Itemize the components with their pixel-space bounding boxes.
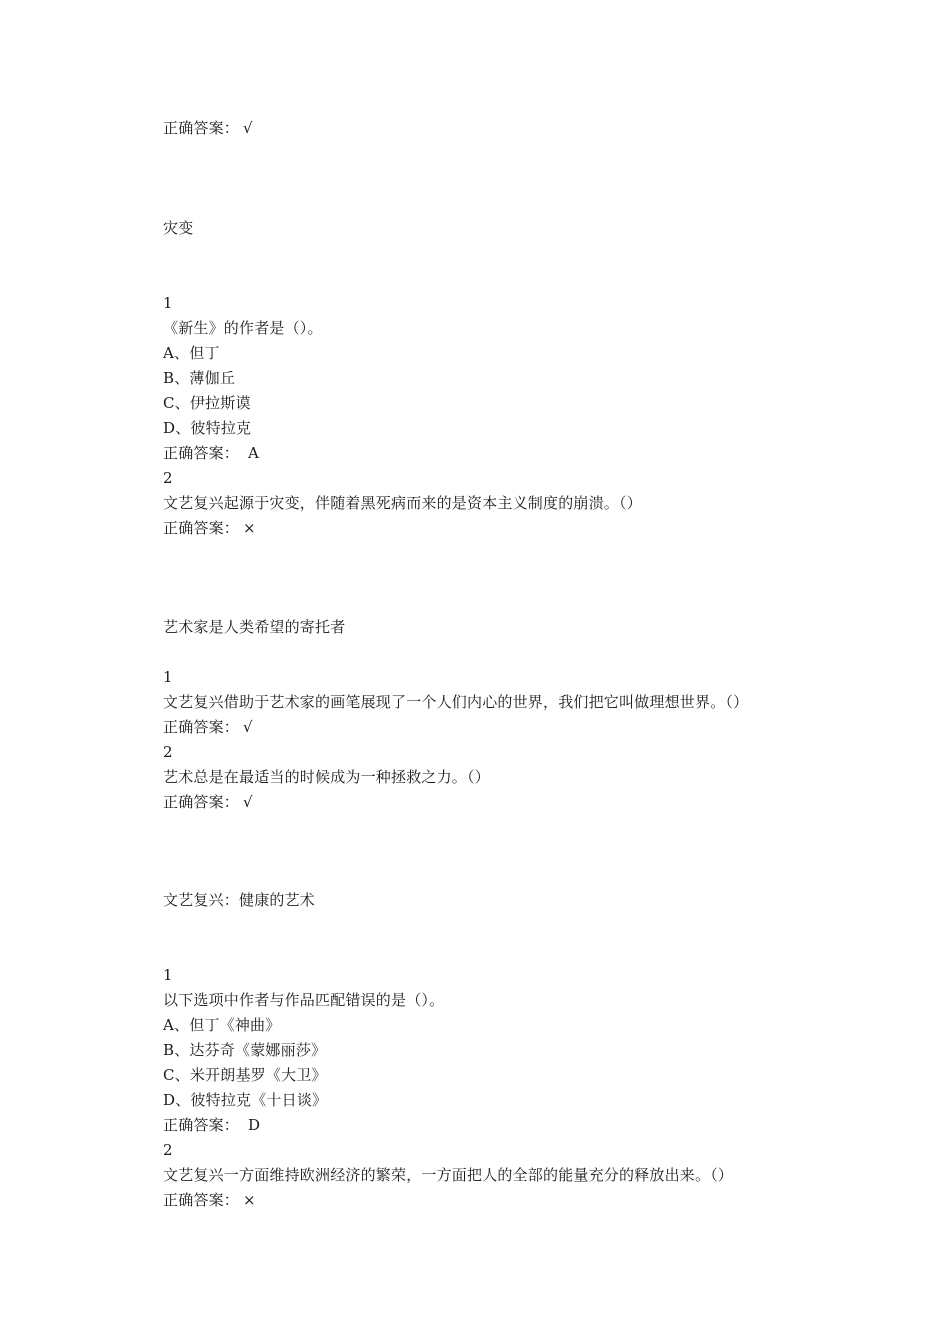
section-title: 艺术家是人类希望的寄托者	[163, 618, 346, 636]
option-c: C、伊拉斯谟	[163, 394, 251, 412]
option-c: C、米开朗基罗《大卫》	[163, 1066, 327, 1084]
option-a: A、但丁	[163, 344, 220, 362]
answer-line	[163, 1115, 260, 1135]
answer-label: 正确答案：	[163, 519, 240, 537]
section-title: 文艺复兴：健康的艺术	[163, 891, 316, 909]
answer-value: A	[243, 444, 260, 462]
answer-label: 正确答案：	[163, 1116, 240, 1134]
option-b: B、达芬奇《蒙娜丽莎》	[163, 1041, 327, 1059]
answer-value: √	[243, 119, 253, 137]
question-number: 1	[163, 966, 173, 984]
option-b: B、薄伽丘	[163, 369, 236, 387]
question-text: 文艺复兴起源于灾变，伴随着黑死病而来的是资本主义制度的崩溃。（）	[163, 494, 642, 512]
question-text: 《新生》的作者是（）。	[163, 319, 323, 337]
question-text: 艺术总是在最适当的时候成为一种拯救之力。（）	[163, 768, 490, 786]
answer-value: ×	[243, 519, 256, 537]
question-text: 文艺复兴借助于艺术家的画笔展现了一个人们内心的世界，我们把它叫做理想世界。（）	[163, 693, 749, 711]
answer-line	[163, 518, 256, 538]
answer-line	[163, 792, 253, 812]
question-number: 1	[163, 294, 173, 312]
answer-label: 正确答案：	[163, 119, 240, 137]
question-number: 1	[163, 668, 173, 686]
section-title: 灾变	[163, 219, 194, 237]
answer-value: ×	[243, 1191, 256, 1209]
answer-label: 正确答案：	[163, 1191, 240, 1209]
answer-value: √	[243, 793, 253, 811]
answer-label: 正确答案：	[163, 718, 240, 736]
question-text: 文艺复兴一方面维持欧洲经济的繁荣，一方面把人的全部的能量充分的释放出来。（）	[163, 1166, 734, 1184]
option-a: A、但丁《神曲》	[163, 1016, 281, 1034]
option-d: D、彼特拉克	[163, 419, 252, 437]
question-number: 2	[163, 743, 173, 761]
answer-line	[163, 717, 253, 737]
option-d: D、彼特拉克《十日谈》	[163, 1091, 328, 1109]
answer-label: 正确答案：	[163, 444, 240, 462]
question-number: 2	[163, 1141, 173, 1159]
answer-value: √	[243, 718, 253, 736]
answer-line	[163, 1190, 256, 1210]
question-number: 2	[163, 469, 173, 487]
answer-label: 正确答案：	[163, 793, 240, 811]
answer-value: D	[243, 1116, 261, 1134]
answer-line	[163, 118, 253, 138]
question-text: 以下选项中作者与作品匹配错误的是（）。	[163, 991, 445, 1009]
answer-line	[163, 443, 259, 463]
